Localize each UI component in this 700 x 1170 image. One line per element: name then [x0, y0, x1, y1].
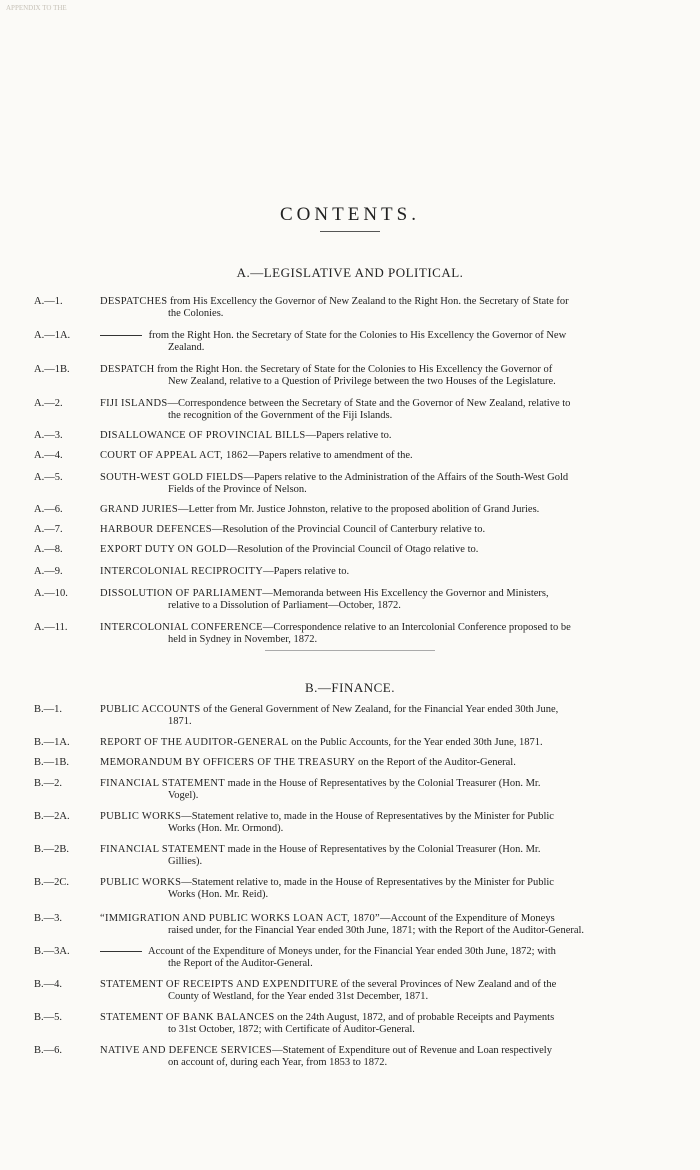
entry-heading: DESPATCH	[100, 364, 155, 375]
entry-heading: PUBLIC WORKS	[100, 811, 182, 822]
entry-heading: DESPATCHES	[100, 296, 168, 307]
contents-entry	[0, 566, 700, 578]
entry-code: A.—5.	[34, 472, 63, 483]
entry-description	[90, 330, 598, 354]
entry-description	[90, 778, 598, 802]
entry-description	[90, 472, 598, 496]
entry-description	[90, 737, 598, 749]
contents-entry	[0, 811, 700, 835]
contents-entry	[0, 588, 700, 612]
contents-entry	[0, 979, 700, 1003]
entry-text: —Papers relative to.	[263, 566, 350, 577]
entry-description	[90, 450, 598, 462]
entry-description	[90, 1012, 598, 1036]
contents-entry	[0, 472, 700, 496]
entry-continuation: raised under, for the Financial Year ended 30th June, 1871; with the Report of the Auditor-General.	[168, 925, 585, 936]
entry-heading: FINANCIAL STATEMENT	[100, 778, 225, 789]
entry-description	[90, 504, 598, 516]
entry-continuation: 1871.	[168, 716, 192, 727]
entry-code: A.—1B.	[34, 364, 70, 375]
contents-entry	[0, 364, 700, 388]
contents-entry	[0, 704, 700, 728]
entry-text: made in the House of Representatives by the Colonial Treasurer (Hon. Mr.	[224, 844, 541, 855]
contents-entry	[0, 1045, 700, 1069]
entry-description	[90, 1045, 598, 1069]
section-a-entries	[0, 296, 700, 646]
entry-heading: PUBLIC WORKS	[100, 877, 182, 888]
entry-description	[90, 946, 598, 970]
entry-text: from the Right Hon. the Secretary of State for the Colonies to His Excellency the Governor of New	[146, 330, 567, 341]
entry-continuation: New Zealand, relative to a Question of Privilege between the two Houses of the Legislature.	[168, 376, 556, 387]
entry-heading: EXPORT DUTY ON GOLD	[100, 544, 227, 555]
contents-entry	[0, 913, 700, 937]
entry-heading: MEMORANDUM BY OFFICERS OF THE TREASURY	[100, 757, 356, 768]
entry-text: —Memoranda between His Excellency the Governor and Ministers,	[262, 588, 549, 599]
contents-entry	[0, 877, 700, 901]
entry-text: —Correspondence relative to an Intercolonial Conference proposed to be	[262, 622, 571, 633]
entry-continuation: Zealand.	[168, 342, 205, 353]
entry-code: B.—4.	[34, 979, 63, 990]
entry-description	[90, 566, 598, 578]
entry-heading: GRAND JURIES	[100, 504, 178, 515]
entry-continuation: Vogel).	[168, 790, 199, 801]
entry-code: B.—1B.	[34, 757, 70, 768]
entry-description	[90, 524, 598, 536]
entry-heading: STATEMENT OF BANK BALANCES	[100, 1012, 275, 1023]
entry-code: B.—1A.	[34, 737, 70, 748]
entry-code: B.—2B.	[34, 844, 70, 855]
entry-continuation: the recognition of the Government of the Fiji Islands.	[168, 410, 393, 421]
entry-heading: SOUTH-WEST GOLD FIELDS	[100, 472, 244, 483]
entry-description	[90, 622, 598, 646]
entry-continuation: held in Sydney in November, 1872.	[168, 634, 318, 645]
entry-text: Account of the Expenditure of Moneys under, for the Financial Year ended 30th June, 1872; with	[146, 946, 556, 957]
contents-entry	[0, 430, 700, 442]
contents-entry	[0, 544, 700, 556]
entry-code: A.—9.	[34, 566, 63, 577]
entry-text: —Papers relative to.	[305, 430, 392, 441]
contents-entry	[0, 296, 700, 320]
entry-heading: DISALLOWANCE OF PROVINCIAL BILLS	[100, 430, 306, 441]
section-b-title: B.—FINANCE.	[304, 680, 395, 695]
entry-code: A.—8.	[34, 544, 63, 555]
entry-code: A.—10.	[34, 588, 68, 599]
entry-continuation: County of Westland, for the Year ended 31st December, 1871.	[168, 991, 429, 1002]
entry-text: on the Report of the Auditor-General.	[355, 757, 516, 768]
entry-code: A.—6.	[34, 504, 63, 515]
entry-text: —Resolution of the Provincial Council of Otago relative to.	[226, 544, 479, 555]
contents-entry	[0, 946, 700, 970]
entry-code: B.—6.	[34, 1045, 63, 1056]
ditto-dash	[100, 951, 142, 952]
entry-heading: REPORT OF THE AUDITOR-GENERAL	[100, 737, 289, 748]
entry-code: B.—5.	[34, 1012, 63, 1023]
entry-heading: NATIVE AND DEFENCE SERVICES	[100, 1045, 273, 1056]
contents-entry	[0, 398, 700, 422]
entry-code: A.—4.	[34, 450, 63, 461]
entry-code: B.—2A.	[34, 811, 70, 822]
entry-text: —Statement of Expenditure out of Revenue and Loan respectively	[272, 1045, 552, 1056]
entry-continuation: to 31st October, 1872; with Certificate of Auditor-General.	[168, 1024, 415, 1035]
entry-code: B.—2.	[34, 778, 63, 789]
entry-continuation: Gillies).	[168, 856, 203, 867]
page-title: CONTENTS.	[280, 204, 420, 225]
entry-heading: COURT OF APPEAL ACT, 1862	[100, 450, 249, 461]
entry-text: from the Right Hon. the Secretary of State for the Colonies to His Excellency the Governor of	[154, 364, 553, 375]
entry-text: from His Excellency the Governor of New Zealand to the Right Hon. the Secretary of State for	[167, 296, 569, 307]
entry-text: made in the House of Representatives by the Colonial Treasurer (Hon. Mr.	[224, 778, 541, 789]
entry-text: —Papers relative to amendment of the.	[248, 450, 413, 461]
entry-code: A.—1.	[34, 296, 63, 307]
entry-text: on the 24th August, 1872, and of probable Receipts and Payments	[274, 1012, 555, 1023]
entry-heading: HARBOUR DEFENCES	[100, 524, 212, 535]
entry-text: —Resolution of the Provincial Council of Canterbury relative to.	[211, 524, 486, 535]
entry-description	[90, 430, 598, 442]
entry-description	[90, 704, 598, 728]
entry-heading: “IMMIGRATION AND PUBLIC WORKS LOAN ACT, 1870”	[100, 913, 380, 924]
entry-text: of the General Government of New Zealand, for the Financial Year ended 30th June,	[200, 704, 559, 715]
entry-text: of the several Provinces of New Zealand and of the	[338, 979, 557, 990]
entry-code: A.—11.	[34, 622, 68, 633]
entry-description	[90, 979, 598, 1003]
contents-entry	[0, 844, 700, 868]
section-divider	[265, 650, 435, 651]
entry-text: —Statement relative to, made in the House of Representatives by the Minister for Public	[181, 811, 554, 822]
entry-code: B.—3.	[34, 913, 63, 924]
entry-continuation: the Colonies.	[168, 308, 224, 319]
entry-continuation: the Report of the Auditor-General.	[168, 958, 313, 969]
entry-description	[90, 877, 598, 901]
entry-text: —Papers relative to the Administration of the Affairs of the South-West Gold	[243, 472, 569, 483]
section-a-title: A.—LEGISLATIVE AND POLITICAL.	[236, 265, 464, 280]
contents-entry	[0, 1012, 700, 1036]
entry-code: A.—2.	[34, 398, 63, 409]
entry-heading: FINANCIAL STATEMENT	[100, 844, 225, 855]
entry-continuation: relative to a Dissolution of Parliament—October, 1872.	[168, 600, 401, 611]
entry-continuation: Fields of the Province of Nelson.	[168, 484, 307, 495]
section-b-entries	[0, 704, 700, 1069]
contents-entry	[0, 737, 700, 749]
entry-description	[90, 757, 598, 769]
contents-entry	[0, 450, 700, 462]
entry-text: —Correspondence between the Secretary of State and the Governor of New Zealand, relative to	[167, 398, 571, 409]
entry-description	[90, 588, 598, 612]
entry-heading: STATEMENT OF RECEIPTS AND EXPENDITURE	[100, 979, 339, 990]
entry-description	[90, 398, 598, 422]
contents-entry	[0, 622, 700, 646]
entry-code: A.—1A.	[34, 330, 71, 341]
ditto-dash	[100, 335, 142, 336]
entry-code: B.—3A.	[34, 946, 70, 957]
entry-description	[90, 544, 598, 556]
contents-entry	[0, 778, 700, 802]
title-rule	[320, 231, 380, 232]
entry-continuation: on account of, during each Year, from 1853 to 1872.	[168, 1057, 388, 1068]
corner-mark: APPENDIX TO THE	[6, 4, 67, 12]
entry-code: B.—1.	[34, 704, 63, 715]
entry-heading: FIJI ISLANDS	[100, 398, 168, 409]
entry-heading: PUBLIC ACCOUNTS	[100, 704, 201, 715]
entry-description	[90, 811, 598, 835]
contents-entry	[0, 330, 700, 354]
entry-description	[90, 844, 598, 868]
contents-entry	[0, 757, 700, 769]
entry-text: —Account of the Expenditure of Moneys	[379, 913, 555, 924]
entry-code: B.—2C.	[34, 877, 70, 888]
entry-text: —Statement relative to, made in the House of Representatives by the Minister for Public	[181, 877, 554, 888]
entry-continuation: Works (Hon. Mr. Ormond).	[168, 823, 284, 834]
entry-description	[90, 913, 598, 937]
entry-description	[90, 296, 598, 320]
contents-entry	[0, 504, 700, 516]
contents-entry	[0, 524, 700, 536]
entry-heading: INTERCOLONIAL RECIPROCITY	[100, 566, 264, 577]
entry-text: on the Public Accounts, for the Year ended 30th June, 1871.	[288, 737, 543, 748]
entry-continuation: Works (Hon. Mr. Reid).	[168, 889, 269, 900]
entry-description	[90, 364, 598, 388]
entry-text: —Letter from Mr. Justice Johnston, relative to the proposed abolition of Grand Juries.	[177, 504, 540, 515]
entry-heading: INTERCOLONIAL CONFERENCE	[100, 622, 263, 633]
entry-code: A.—7.	[34, 524, 63, 535]
entry-code: A.—3.	[34, 430, 63, 441]
entry-heading: DISSOLUTION OF PARLIAMENT	[100, 588, 263, 599]
